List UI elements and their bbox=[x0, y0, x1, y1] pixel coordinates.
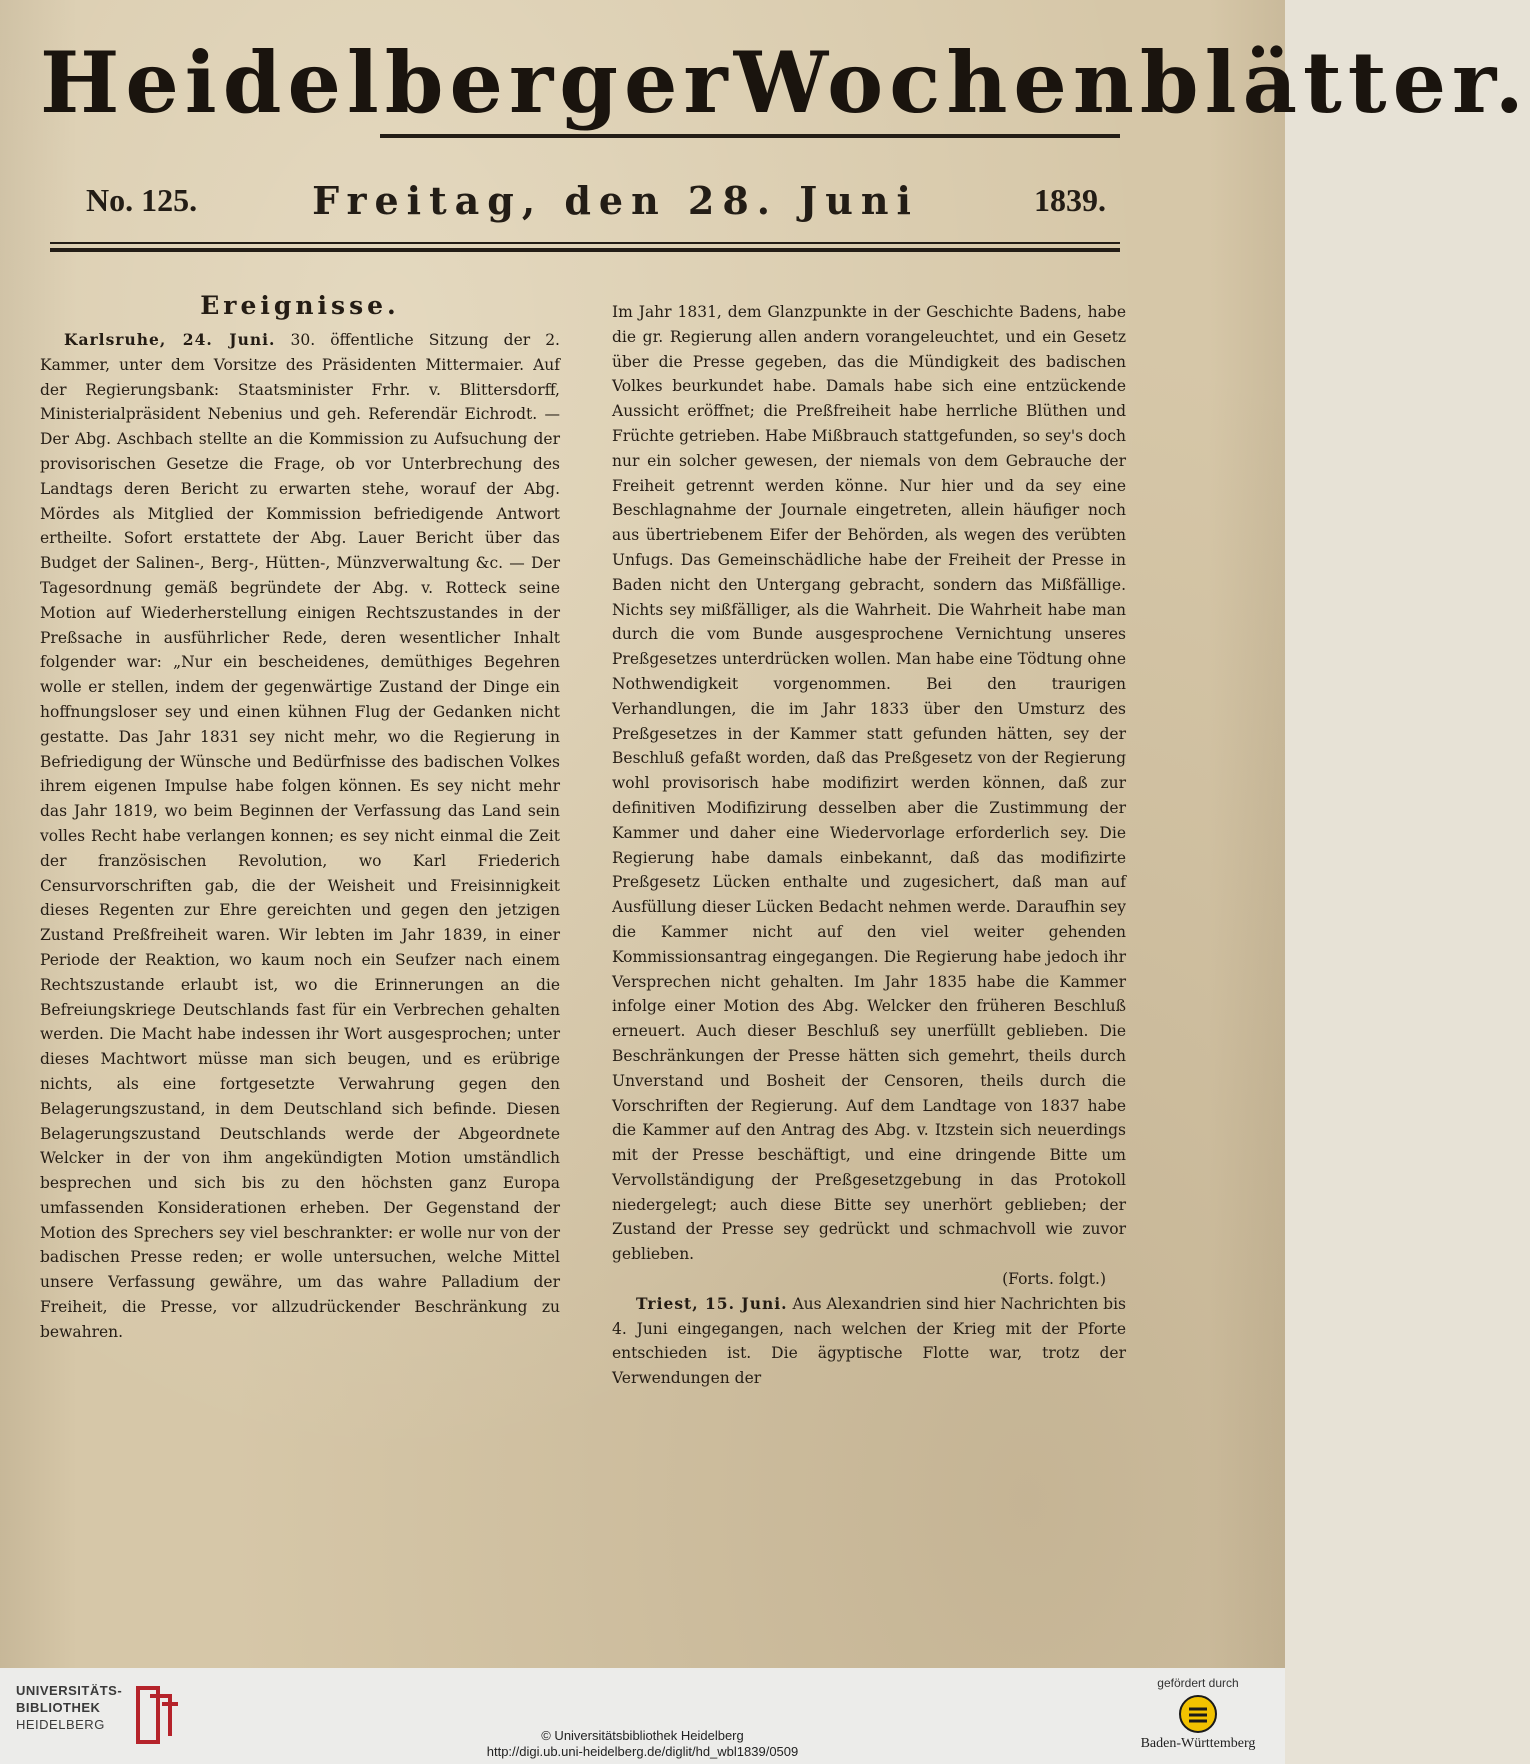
sponsor-block bbox=[1118, 1676, 1278, 1752]
paragraph-text: 30. öffentliche Sitzung der 2. Kammer, unter dem Vorsitze des Präsidenten Mittermaier. Auf der Regierungsbank: Staatsminister Frhr. v. Blittersdorff, Ministerialpräsident Nebenius und geh. Referendär Eichrodt. — Der Abg. Aschbach stellte an die Kommission zu Aufsuchung der provisorischen Gesetze die Frage, ob vor Unterbrechung des Landtags deren Bericht zu erwarten stehe, worauf der Abg. Mördes als Mitglied der Kommission befriedigende Antwort ertheilte. Sofort erstattete der Abg. Lauer Bericht über das Budget der Salinen-, Berg-, Hütten-, Münzverwaltung &c. — Der Tagesordnung gemäß begründete der Abg. v. Rotteck seine Motion auf Wiederherstellung einigen Rechtszustandes in der Preßsache in ausführlicher Rede, deren wesentlicher Inhalt folgender war: „Nur ein bescheidenes, demüthiges Begehren wolle er stellen, indem der gegenwärtige Zustand der Dinge ein hoffnungsloser sey und einen kühnen Flug der Gedanken nicht gestatte. Das Jahr 1831 sey nicht mehr, wo die Regierung in Befriedigung der Wünsche und Bedürfnisse des badischen Volkes ihrem eigenen Impulse habe folgen können. Es sey nicht mehr das Jahr 1819, wo beim Beginnen der Verfassung das Land sein volles Recht habe verlangen konnen; es sey nicht einmal die Zeit der französischen Revolution, wo Karl Friederich Censurvorschriften gab, die der Weisheit und Freisinnigkeit dieses Regenten zur Ehre gereichten und gegen den jetzigen Zustand Preßfreiheit waren. Wir lebten im Jahr 1839, in einer Periode der Reaktion, wo kaum noch ein Seufzer nach einem Rechtszustande erlaubt ist, wo die Erinnerungen an die Befreiungskriege Deutschlands fast für ein Verbrechen gehalten werden. Die Macht habe indessen ihr Wort ausgesprochen; unter dieses Machtwort müsse man sich beugen, und es erübrige nichts, als eine fortgesetzte Verwahrung gegen den Belagerungszustand, in dem Deutschland sich befinde. Diesen Belagerungszustand Deutschlands werde der Abgeordnete Welcker in der von ihm angekündigten Motion umständlich besprechen und sich bis zu den höchsten ganz Europa umfassenden Konsiderationen erheben. Der Gegenstand der Motion des Sprechers sey viel beschrankter: er wolle nur von der badischen Presse reden; er wolle untersuchen, welche Mittel unsere Verfassung gewähre, um das wahre Palladium der Freiheit, die Presse, vor allzudrückender Beschränkung zu bewahren. bbox=[40, 331, 560, 1341]
dateline-triest: Triest, 15. Juni. bbox=[636, 1293, 788, 1313]
masthead-rule bbox=[380, 134, 1120, 138]
copyright-block bbox=[0, 1728, 1285, 1760]
library-name-line-2: BIBLIOTHEK bbox=[16, 1700, 101, 1715]
masthead-word-2: Wochenblätter. bbox=[733, 33, 1530, 132]
issue-date: Freitag, den 28. Juni bbox=[312, 177, 919, 223]
library-name-line-1: UNIVERSITÄTS- bbox=[16, 1683, 123, 1698]
paragraph bbox=[40, 328, 560, 1345]
column-left bbox=[40, 290, 560, 1345]
issue-year: 1839. bbox=[1034, 181, 1106, 218]
paragraph bbox=[612, 1292, 1126, 1391]
state-seal-icon bbox=[1178, 1694, 1218, 1734]
library-name-line-3: HEIDELBERG bbox=[16, 1717, 105, 1732]
sponsor-state: Baden-Württemberg bbox=[1140, 1736, 1256, 1751]
issue-rule-bottom bbox=[50, 248, 1120, 252]
paragraph-text: Im Jahr 1831, dem Glanzpunkte in der Geschichte Badens, habe die gr. Regierung allen andern vorangeleuchtet, und ein Gesetz über die Presse gegeben, das die Mündigkeit des badischen Volkes beurkundet habe. Damals habe sich eine entzückende Aussicht eröffnet; die Preßfreiheit habe herrliche Blüthen und Früchte getrieben. Habe Mißbrauch stattgefunden, so sey's doch nur ein solcher gewesen, der niemals von dem Gebrauche der Freiheit getrennt werden könne. Nur hier und da sey eine Beschlagnahme der Journale eingetreten, allein häufiger noch aus übertriebenem Eifer der Behörden, als wegen des verübten Unfugs. Das Gemeinschädliche habe der Freiheit der Presse in Baden nicht den Untergang gebracht, sondern das Mißfällige. Nichts sey mißfälliger, als die Wahrheit. Die Wahrheit habe man durch die vom Bunde ausgesprochene Vernichtung unseres Preßgesetzes unterdrücken wollen. Man habe eine Tödtung ohne Nothwendigkeit vorgenommen. Bei den traurigen Verhandlungen, die im Jahr 1833 über den Umsturz des Preßgesetzes in der Kammer statt gefunden hätten, sey der Beschluß gefaßt worden, daß das Preßgesetz von der Regierung wohl provisorisch habe modifizirt werden können, daß zur definitiven Modifizirung desselben aber die Zustimmung der Kammer und daher eine Wiedervorlage erforderlich sey. Die Regierung habe damals einbekannt, daß das modifizirte Preßgesetz Lücken enthalte und zugesichert, daß man auf Ausfüllung dieser Lücken Bedacht nehmen werde. Daraufhin sey die Kammer nicht auf den viel weiter gehenden Kommissionsantrag eingegangen. Die Regierung habe jedoch ihr Versprechen nicht gehalten. Im Jahr 1835 habe die Kammer infolge einer Motion des Abg. Welcker den früheren Beschluß erneuert. Auch dieser Beschluß sey unerfüllt geblieben. Die Beschränkungen der Presse hätten sich gemehrt, theils durch Unverstand und Bosheit der Censoren, theils durch die Vorschriften der Regierung. Auf dem Landtage von 1837 habe die Kammer auf den Antrag des Abg. v. Itzstein sich neuerdings mit der Presse beschäftigt, und eine dringende Bitte um Vervollständigung der Preßgesetzgebung in das Protokoll niedergelegt; auch diese Bitte sey unerhört geblieben; der Zustand der Presse sey gedrückt und schmachvoll wie zuvor geblieben. bbox=[612, 303, 1126, 1264]
dateline-karlsruhe: Karlsruhe, 24. Juni. bbox=[64, 330, 276, 349]
copyright-text: © Universitätsbibliothek Heidelberg bbox=[541, 1728, 744, 1743]
masthead bbox=[40, 28, 1530, 138]
source-url[interactable]: http://digi.ub.uni-heidelberg.de/diglit/hd_wbl1839/0509 bbox=[486, 1744, 799, 1759]
sponsor-label: gefördert durch bbox=[1157, 1676, 1239, 1690]
library-name bbox=[16, 1682, 122, 1733]
issue-number: No. 125. bbox=[86, 181, 198, 218]
issue-rule-top bbox=[50, 242, 1120, 244]
footer bbox=[0, 1668, 1285, 1764]
section-heading: Ereignisse. bbox=[200, 291, 400, 320]
column-right bbox=[612, 300, 1126, 1391]
paragraph-text: Aus Alexandrien sind hier Nachrichten bis 4. Juni eingegangen, nach welchen der Krieg mit der Pforte entschieden ist. Die ägyptische Flotte war, trotz der Verwendungen der bbox=[612, 1294, 1127, 1388]
paragraph bbox=[612, 300, 1126, 1267]
continued-note: (Forts. folgt.) bbox=[1002, 1270, 1106, 1289]
masthead-word-1: Heidelberger bbox=[40, 33, 734, 132]
issue-line bbox=[86, 172, 1106, 228]
